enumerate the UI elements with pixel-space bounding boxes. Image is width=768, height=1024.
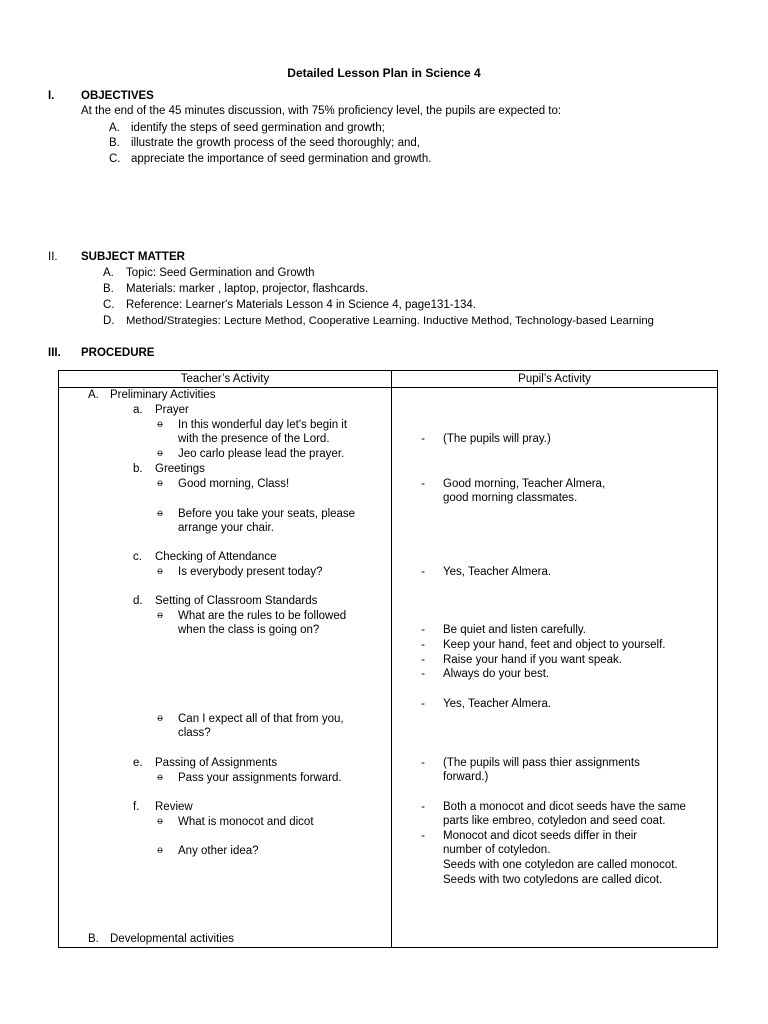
bullet-icon: o	[157, 448, 163, 459]
bullet-icon: o	[157, 419, 163, 430]
pupil-column-header: Pupil’s Activity	[392, 371, 718, 388]
bullet-icon: o	[157, 713, 163, 724]
section-letter: A.	[88, 389, 99, 401]
classroom-standards-heading: Setting of Classroom Standards	[155, 595, 318, 607]
dash-icon: -	[421, 830, 425, 842]
subject-matter-number: II.	[48, 251, 58, 263]
teacher-line: arrange your chair.	[178, 522, 274, 534]
bullet-icon: o	[157, 508, 163, 519]
dash-icon: -	[421, 478, 425, 490]
pupil-line: Good morning, Teacher Almera,	[443, 478, 606, 490]
objective-item: appreciate the importance of seed germination and growth.	[131, 153, 432, 165]
objective-letter: C.	[109, 153, 121, 165]
document-title: Detailed Lesson Plan in Science 4	[287, 66, 481, 80]
procedure-heading: PROCEDURE	[81, 347, 155, 359]
subject-matter-heading: SUBJECT MATTER	[81, 251, 185, 263]
objective-letter: A.	[109, 122, 120, 134]
teacher-line: In this wonderful day let's begin it	[178, 419, 348, 431]
objective-item: illustrate the growth process of the seed thoroughly; and,	[131, 137, 420, 149]
objectives-number: I.	[48, 90, 55, 102]
sub-letter: f.	[133, 801, 140, 813]
pupil-line: Both a monocot and dicot seeds have the same	[443, 801, 686, 813]
sub-letter: e.	[133, 757, 143, 769]
teacher-line: Good morning, Class!	[178, 478, 290, 490]
objective-letter: B.	[109, 137, 120, 149]
pupil-line: (The pupils will pray.)	[443, 433, 551, 445]
teacher-line: Before you take your seats, please	[178, 508, 356, 520]
attendance-heading: Checking of Attendance	[155, 551, 277, 563]
preliminary-activities-heading: Preliminary Activities	[110, 389, 216, 401]
dash-icon: -	[421, 639, 425, 651]
pupil-line: Raise your hand if you want speak.	[443, 654, 622, 666]
teacher-line: Can I expect all of that from you,	[178, 713, 344, 725]
pupil-line: Seeds with one cotyledon are called monocot.	[443, 859, 678, 871]
assignments-heading: Passing of Assignments	[155, 757, 278, 769]
greetings-heading: Greetings	[155, 463, 205, 475]
objectives-heading: OBJECTIVES	[81, 90, 154, 102]
dash-icon: -	[421, 654, 425, 666]
objective-item: identify the steps of seed germination and growth;	[131, 122, 385, 134]
procedure-number: III.	[48, 347, 61, 359]
subject-item-topic: Topic: Seed Germination and Growth	[126, 267, 315, 279]
sub-letter: c.	[133, 551, 142, 563]
pupil-line: Be quiet and listen carefully.	[443, 624, 586, 636]
bullet-icon: o	[157, 566, 163, 577]
dash-icon: -	[421, 433, 425, 445]
teacher-line: when the class is going on?	[178, 624, 320, 636]
dash-icon: -	[421, 757, 425, 769]
prayer-heading: Prayer	[155, 404, 189, 416]
pupil-line: (The pupils will pass thier assignments	[443, 757, 640, 769]
teacher-line: What are the rules to be followed	[178, 610, 347, 622]
procedure-table	[58, 370, 718, 948]
review-heading: Review	[155, 801, 193, 813]
bullet-icon: o	[157, 772, 163, 783]
pupil-line: Monocot and dicot seeds differ in their	[443, 830, 638, 842]
sub-letter: a.	[133, 404, 143, 416]
pupil-line: Yes, Teacher Almera.	[443, 698, 552, 710]
subject-letter: D.	[103, 315, 115, 327]
bullet-icon: o	[157, 478, 163, 489]
pupil-line: forward.)	[443, 771, 489, 783]
pupil-line: Yes, Teacher Almera.	[443, 566, 552, 578]
pupil-activity-cell	[392, 388, 718, 948]
subject-letter: C.	[103, 299, 115, 311]
teacher-line: with the presence of the Lord.	[178, 433, 330, 445]
section-letter: B.	[88, 933, 99, 945]
pupil-line: Keep your hand, feet and object to yourself.	[443, 639, 666, 651]
subject-item-method: Method/Strategies: Lecture Method, Cooperative Learning. Inductive Method, Technology-based Learning	[126, 315, 654, 327]
bullet-icon: o	[157, 845, 163, 856]
sub-letter: d.	[133, 595, 143, 607]
teacher-line: Is everybody present today?	[178, 566, 323, 578]
developmental-activities-heading: Developmental activities	[110, 933, 235, 945]
subject-item-reference: Reference: Learner's Materials Lesson 4 in Science 4, page131-134.	[126, 299, 476, 311]
teacher-line: Jeo carlo please lead the prayer.	[178, 448, 345, 460]
dash-icon: -	[421, 566, 425, 578]
subject-letter: B.	[103, 283, 114, 295]
bullet-icon: o	[157, 610, 163, 621]
sub-letter: b.	[133, 463, 143, 475]
teacher-line: class?	[178, 727, 211, 739]
teacher-column-header: Teacher’s Activity	[59, 371, 392, 388]
dash-icon: -	[421, 801, 425, 813]
pupil-line: Seeds with two cotyledons are called dicot.	[443, 874, 663, 886]
dash-icon: -	[421, 668, 425, 680]
dash-icon: -	[421, 624, 425, 636]
teacher-line: Any other idea?	[178, 845, 259, 857]
teacher-line: What is monocot and dicot	[178, 816, 314, 828]
subject-letter: A.	[103, 267, 114, 279]
teacher-line: Pass your assignments forward.	[178, 772, 342, 784]
teacher-activity-cell	[59, 388, 392, 948]
dash-icon: -	[421, 698, 425, 710]
pupil-line: Always do your best.	[443, 668, 550, 680]
pupil-line: parts like embreo, cotyledon and seed coat.	[443, 815, 666, 827]
pupil-line: number of cotyledon.	[443, 844, 551, 856]
subject-item-materials: Materials: marker , laptop, projector, flashcards.	[126, 283, 369, 295]
objectives-intro: At the end of the 45 minutes discussion, with 75% proficiency level, the pupils are expected to:	[81, 105, 562, 117]
bullet-icon: o	[157, 816, 163, 827]
pupil-line: good morning classmates.	[443, 492, 578, 504]
